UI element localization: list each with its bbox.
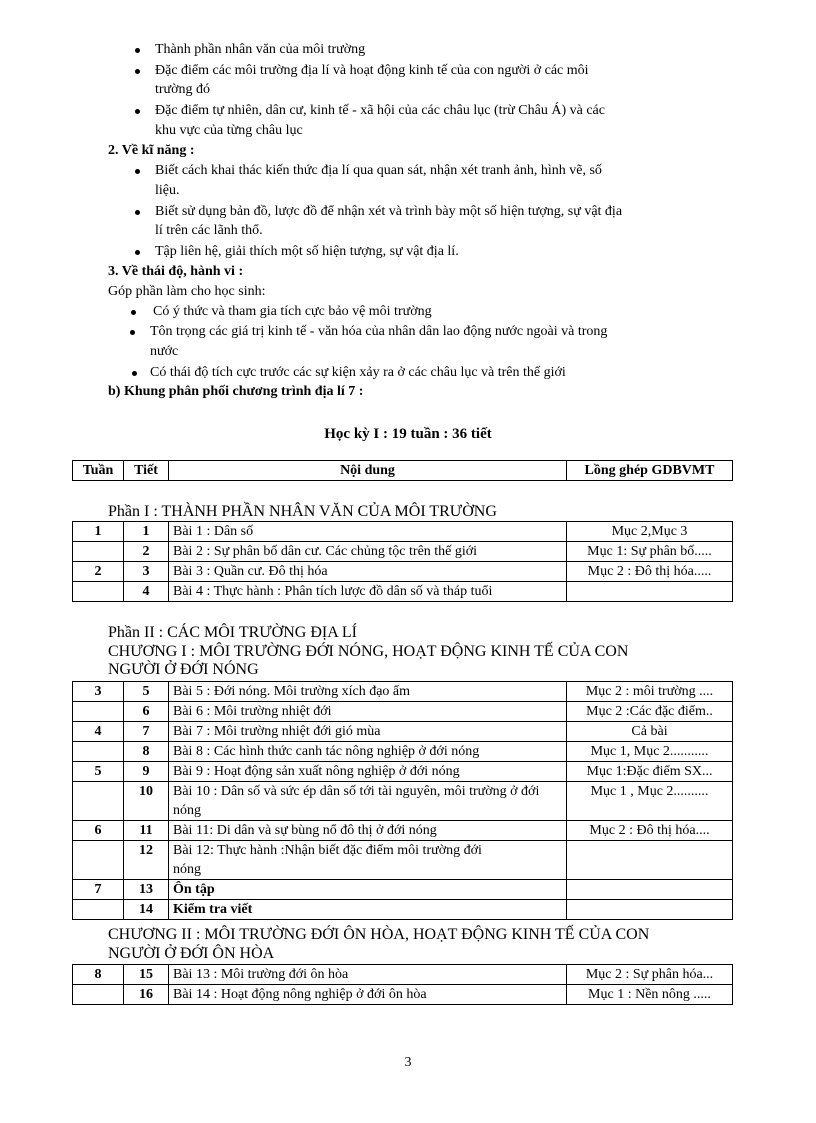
cell-week: 4 — [73, 722, 124, 742]
cell-content: Bài 1 : Dân số — [169, 522, 567, 542]
bullet-icon — [135, 109, 140, 114]
cell-week — [73, 582, 124, 602]
cell-content: Bài 7 : Môi trường nhiệt đới gió mùa — [169, 722, 567, 742]
bullet-icon — [135, 169, 140, 174]
cell-integration — [567, 900, 733, 920]
list-item: Đặc điểm tự nhiên, dân cư, kinh tế - xã hội của các châu lục (trừ Châu Á) và các — [155, 101, 605, 121]
cell-content: Bài 14 : Hoạt động nông nghiệp ở đới ôn hòa — [169, 985, 567, 1005]
cell-integration: Mục 1: Sự phân bố..... — [567, 542, 733, 562]
skills-heading: 2. Về kĩ năng : — [108, 143, 195, 158]
table-row — [73, 542, 733, 562]
cell-week: 5 — [73, 762, 124, 782]
cell-period: 16 — [124, 985, 169, 1005]
chapter1-title-line1: CHƯƠNG I : MÔI TRƯỜNG ĐỚI NÓNG, HOẠT ĐỘNG KINH TẾ CỦA CON — [108, 643, 629, 660]
table-row — [73, 562, 733, 582]
list-item: Đặc điểm các môi trường địa lí và hoạt động kinh tế của con người ở các môi — [155, 61, 589, 81]
cell-period: 7 — [124, 722, 169, 742]
bullet-icon — [135, 48, 140, 53]
table-row — [73, 582, 733, 602]
cell-integration: Mục 2 : Đô thị hóa..... — [567, 562, 733, 582]
chapter2-title-line1: CHƯƠNG II : MÔI TRƯỜNG ĐỚI ÔN HÒA, HOẠT ĐỘNG KINH TẾ CỦA CON — [108, 926, 650, 943]
cell-period: 8 — [124, 742, 169, 762]
table-row — [73, 841, 733, 880]
schedule-header-table — [72, 460, 733, 481]
list-item: Biết sử dụng bản đồ, lược đồ để nhận xét và trình bày một số hiện tượng, sự vật địa — [155, 202, 622, 222]
cell-integration: Mục 1 : Nền nông ..... — [567, 985, 733, 1005]
table-header-row — [73, 461, 733, 481]
cell-integration: Mục 1, Mục 2........... — [567, 742, 733, 762]
cell-content: Bài 8 : Các hình thức canh tác nông nghiệp ở đới nóng — [169, 742, 567, 762]
cell-week — [73, 702, 124, 722]
cell-integration — [567, 582, 733, 602]
semester-title: Học kỳ I : 19 tuần : 36 tiết — [324, 426, 492, 442]
cell-period: 6 — [124, 702, 169, 722]
table-row — [73, 782, 733, 821]
cell-content: Bài 12: Thực hành :Nhận biết đặc điểm môi trường đới nóng — [169, 841, 567, 880]
cell-period: 14 — [124, 900, 169, 920]
list-item-continuation: nước — [150, 344, 179, 359]
cell-integration: Mục 2 : môi trường .... — [567, 682, 733, 702]
list-item: Thành phần nhân văn của môi trường — [155, 40, 365, 60]
list-item: Biết cách khai thác kiến thức địa lí qua quan sát, nhận xét tranh ảnh, hình vẽ, số — [155, 161, 602, 181]
cell-period: 12 — [124, 841, 169, 880]
cell-period: 1 — [124, 522, 169, 542]
cell-content: Bài 4 : Thực hành : Phân tích lược đồ dân số và tháp tuổi — [169, 582, 567, 602]
cell-content: Bài 10 : Dân số và sức ép dân số tới tài nguyên, môi trường ở đới nóng — [169, 782, 567, 821]
page-number: 3 — [404, 1055, 412, 1070]
chapter2-title-line2: NGƯỜI Ở ĐỚI ÔN HÒA — [108, 945, 275, 962]
cell-week: 1 — [73, 522, 124, 542]
part1-title: Phần I : THÀNH PHẦN NHÂN VĂN CỦA MÔI TRƯỜNG — [108, 503, 497, 520]
cell-week: 3 — [73, 682, 124, 702]
list-item: Có ý thức và tham gia tích cực bảo vệ môi trường — [153, 302, 432, 322]
bullet-icon — [135, 210, 140, 215]
cell-period: 3 — [124, 562, 169, 582]
cell-week: 7 — [73, 880, 124, 900]
list-item: Có thái độ tích cực trước các sự kiện xảy ra ở các châu lục và trên thế giới — [150, 363, 566, 383]
table-row — [73, 722, 733, 742]
cell-integration — [567, 841, 733, 880]
cell-week: 2 — [73, 562, 124, 582]
cell-content: Bài 6 : Môi trường nhiệt đới — [169, 702, 567, 722]
cell-integration: Cả bài — [567, 722, 733, 742]
cell-integration — [567, 880, 733, 900]
cell-period: 4 — [124, 582, 169, 602]
cell-integration: Mục 1:Đặc điểm SX... — [567, 762, 733, 782]
bullet-icon — [131, 310, 136, 315]
bullet-icon — [130, 330, 135, 335]
list-item-continuation: khu vực của từng châu lục — [155, 123, 303, 138]
cell-integration: Mục 2 :Các đặc điểm.. — [567, 702, 733, 722]
header-integration: Lồng ghép GDBVMT — [567, 461, 733, 481]
attitude-intro: Góp phần làm cho học sinh: — [108, 284, 266, 299]
table-row — [73, 742, 733, 762]
table-row — [73, 762, 733, 782]
chapter1-title-line2: NGƯỜI Ở ĐỚI NÓNG — [108, 661, 259, 678]
bullet-icon — [132, 371, 137, 376]
table-row — [73, 985, 733, 1005]
cell-content: Ôn tập — [169, 880, 567, 900]
bullet-icon — [135, 69, 140, 74]
table-row — [73, 682, 733, 702]
cell-week — [73, 542, 124, 562]
table-row — [73, 965, 733, 985]
cell-period: 13 — [124, 880, 169, 900]
table-row — [73, 522, 733, 542]
list-item-continuation: liệu. — [155, 183, 180, 198]
list-item-continuation: lí trên các lãnh thổ. — [155, 223, 263, 238]
header-week: Tuần — [73, 461, 124, 481]
table-row — [73, 821, 733, 841]
cell-week — [73, 782, 124, 821]
list-item: Tôn trọng các giá trị kinh tế - văn hóa của nhân dân lao động nước ngoài và trong — [150, 322, 607, 342]
table-row — [73, 702, 733, 722]
header-period: Tiết — [124, 461, 169, 481]
header-content: Nội dung — [169, 461, 567, 481]
cell-integration: Mục 2 : Sự phân hóa... — [567, 965, 733, 985]
cell-content: Bài 9 : Hoạt động sản xuất nông nghiệp ở đới nóng — [169, 762, 567, 782]
cell-period: 11 — [124, 821, 169, 841]
list-item-continuation: trường đó — [155, 82, 211, 97]
cell-week — [73, 841, 124, 880]
cell-period: 10 — [124, 782, 169, 821]
framework-heading: b) Khung phân phối chương trình địa lí 7 : — [108, 384, 364, 399]
list-item: Tập liên hệ, giải thích một số hiện tượng, sự vật địa lí. — [155, 242, 459, 262]
cell-content: Bài 13 : Môi trường đới ôn hòa — [169, 965, 567, 985]
cell-period: 9 — [124, 762, 169, 782]
cell-week: 8 — [73, 965, 124, 985]
attitude-heading: 3. Về thái độ, hành vi : — [108, 264, 244, 279]
cell-integration: Mục 2,Mục 3 — [567, 522, 733, 542]
chapter2-table — [72, 964, 733, 1005]
cell-content: Bài 11: Di dân và sự bùng nổ đô thị ở đới nóng — [169, 821, 567, 841]
part1-table — [72, 521, 733, 602]
cell-content: Bài 2 : Sự phân bố dân cư. Các chủng tộc trên thế giới — [169, 542, 567, 562]
table-row — [73, 880, 733, 900]
cell-week — [73, 900, 124, 920]
cell-integration: Mục 2 : Đô thị hóa.... — [567, 821, 733, 841]
cell-period: 15 — [124, 965, 169, 985]
chapter1-table — [72, 681, 733, 920]
cell-content: Bài 3 : Quần cư. Đô thị hóa — [169, 562, 567, 582]
table-row — [73, 900, 733, 920]
cell-period: 2 — [124, 542, 169, 562]
part2-title: Phần II : CÁC MÔI TRƯỜNG ĐỊA LÍ — [108, 624, 357, 641]
cell-period: 5 — [124, 682, 169, 702]
cell-week — [73, 985, 124, 1005]
bullet-icon — [135, 250, 140, 255]
cell-week — [73, 742, 124, 762]
cell-content: Kiểm tra viết — [169, 900, 567, 920]
cell-week: 6 — [73, 821, 124, 841]
cell-integration: Mục 1 , Mục 2.......... — [567, 782, 733, 821]
cell-content: Bài 5 : Đới nóng. Môi trường xích đạo ẩm — [169, 682, 567, 702]
